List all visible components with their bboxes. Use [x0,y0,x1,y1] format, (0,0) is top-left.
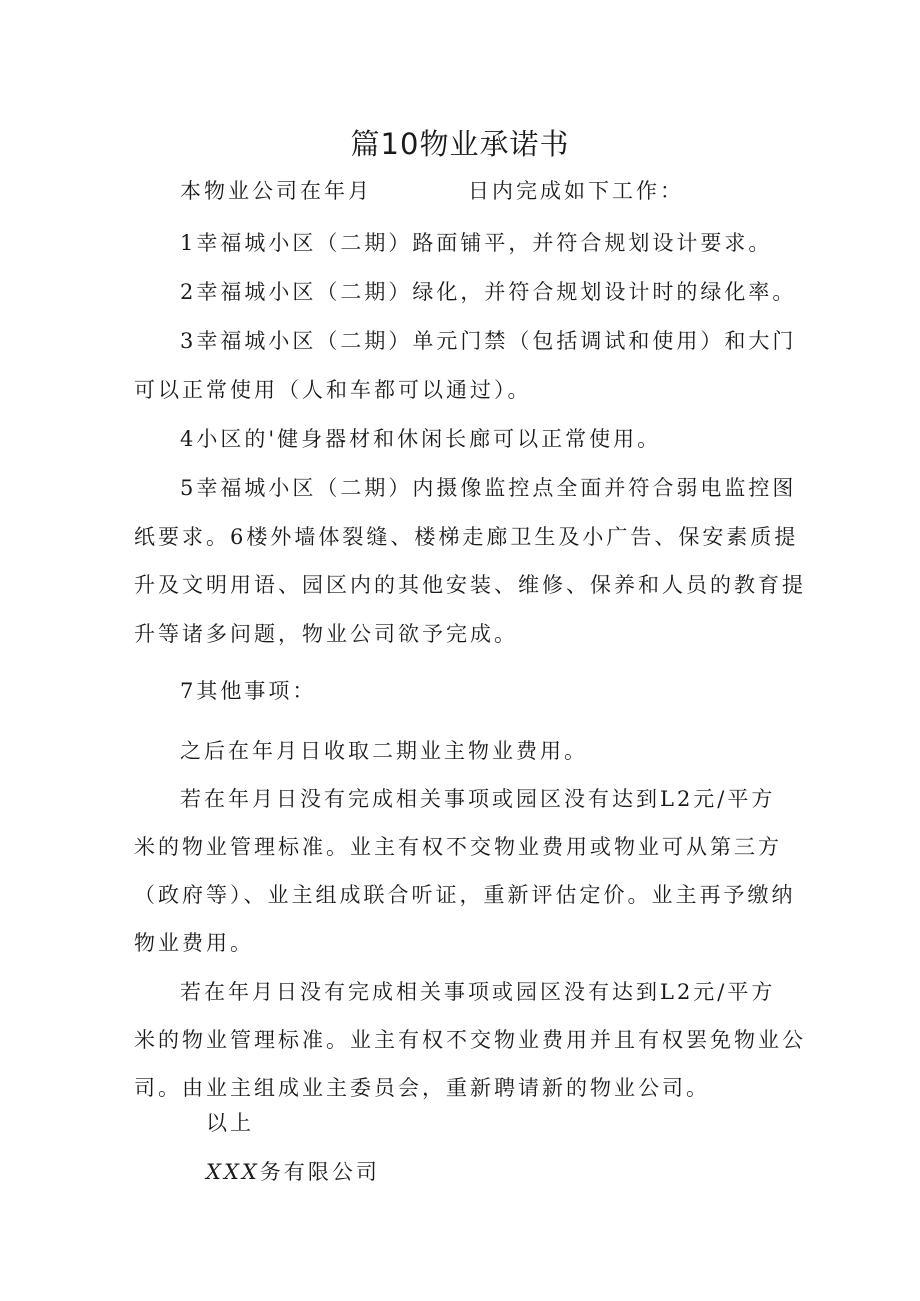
clause-1-line-1: 若在年月日没有完成相关事项或园区没有达到L2元/平方 [180,787,776,811]
item-5-line-1: 5幸福城小区（二期）内摄像监控点全面并符合弱电监控图 [180,476,797,500]
clause-1-line-2: 米的物业管理标准。业主有权不交物业费用或物业可从第三方 [134,835,782,859]
closing-text: 以上 [206,1111,254,1135]
intro-text-end: 日内完成如下工作： [468,179,684,203]
item-5-line-2: 纸要求。6楼外墙体裂缝、楼梯走廊卫生及小广告、保安素质提 [134,525,799,549]
clause-2-line-3: 司。由业主组成业主委员会，重新聘请新的物业公司。 [134,1076,710,1100]
clause-2-line-2: 米的物业管理标准。业主有权不交物业费用并且有权罢免物业公 [134,1028,806,1052]
item-5-line-3: 升及文明用语、园区内的其他安装、维修、保养和人员的教育提 [134,573,806,597]
intro-line [180,176,684,206]
clause-1-line-3: （政府等）、业主组成联合听证，重新评估定价。业主再予缴纳 [134,883,796,907]
item-3-line-2: 可以正常使用（人和车都可以通过）。 [134,378,532,402]
item-5-line-4: 升等诸多问题，物业公司欲予完成。 [134,622,518,646]
item-3-line-1: 3幸福城小区（二期）单元门禁（包括调试和使用）和大门 [180,329,797,353]
company-signature [206,1157,380,1187]
item-7: 7其他事项： [180,679,317,703]
company-name-suffix: 务有限公司 [259,1160,380,1184]
intro-text-start: 本物业公司在年月 [180,179,372,203]
clause-2-line-1: 若在年月日没有完成相关事项或园区没有达到L2元/平方 [180,980,776,1004]
page-title: 篇10物业承诺书 [350,127,570,161]
fee-line: 之后在年月日收取二期业主物业费用。 [180,739,588,763]
item-4: 4小区的'健身器材和休闲长廊可以正常使用。 [180,427,662,451]
clause-1-line-4: 物业费用。 [134,931,254,955]
company-name-prefix: XXX [206,1160,260,1184]
item-2: 2幸福城小区（二期）绿化，并符合规划设计时的绿化率。 [180,280,797,304]
item-1: 1幸福城小区（二期）路面铺平，并符合规划设计要求。 [180,231,773,255]
